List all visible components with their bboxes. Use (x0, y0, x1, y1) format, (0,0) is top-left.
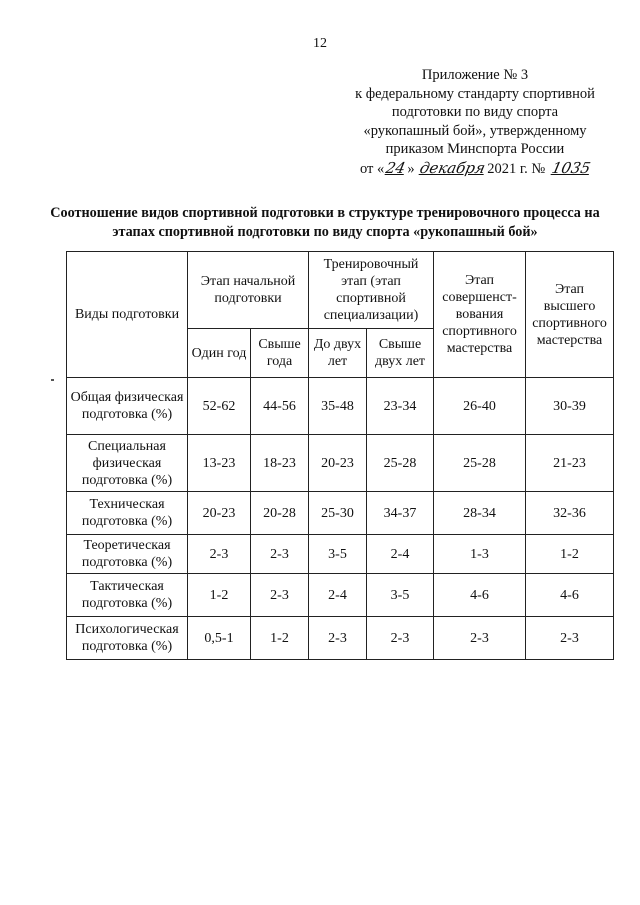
table-cell: 30-39 (526, 378, 614, 435)
date-prefix: от « (359, 160, 385, 177)
header-stage-training: Тренировочный этап (этап спортивной специализации) (309, 252, 434, 329)
appendix-line-5: приказом Минспорта России (385, 141, 565, 157)
table-cell: 28-34 (434, 492, 526, 535)
table-cell: 2-3 (526, 617, 614, 660)
row-label: Специальная физическая подготовка (%) (67, 435, 188, 492)
date-mid: » (407, 160, 415, 177)
document-title: Соотношение видов спортивной подготовки в структуре тренировочного процесса на этапах спортивной подготовки по виду спорта «рукопашный бой» (50, 205, 600, 240)
table-cell: 25-28 (367, 435, 434, 492)
row-label: Теоретическая подготовка (%) (67, 535, 188, 574)
row-label: Психологическая подготовка (%) (67, 617, 188, 660)
table-cell: 2-3 (309, 617, 367, 660)
header-stage-higher: Этап высшего спортивного мастерства (526, 252, 614, 378)
table-cell: 1-2 (251, 617, 309, 660)
handwritten-day: 24 (384, 158, 408, 177)
training-ratio-table (66, 251, 614, 660)
header-stage-initial: Этап начальной подготовки (188, 252, 309, 329)
order-date-line (340, 159, 610, 179)
appendix-line-3: подготовки по виду спорта (391, 104, 559, 120)
table-cell: 52-62 (188, 378, 251, 435)
table-cell: 1-2 (188, 574, 251, 617)
table-cell: 1-2 (526, 535, 614, 574)
subheader-cell: До двух лет (309, 329, 367, 378)
table-row (67, 617, 614, 660)
appendix-line-4: «рукопашный бой», утвержденному (363, 122, 587, 139)
table-cell: 2-4 (367, 535, 434, 574)
table-row (67, 492, 614, 535)
page-number: 12 (313, 36, 327, 51)
table-cell: 2-4 (309, 574, 367, 617)
handwritten-month: декабря (418, 158, 488, 177)
table-cell: 18-23 (251, 435, 309, 492)
appendix-line-2: к федеральному стандарту спортивной (355, 85, 595, 102)
table-cell: 3-5 (309, 535, 367, 574)
table-cell: 1-3 (434, 535, 526, 574)
table-cell: 35-48 (309, 378, 367, 435)
table-row (67, 535, 614, 574)
table-cell: 44-56 (251, 378, 309, 435)
table-cell: 2-3 (251, 574, 309, 617)
table-cell: 32-36 (526, 492, 614, 535)
table-cell: 20-23 (188, 492, 251, 535)
handwritten-order-number: 1035 (549, 158, 592, 177)
table-cell: 2-3 (367, 617, 434, 660)
table-cell: 13-23 (188, 435, 251, 492)
header-stage-perfection: Этап совершенст-вования спортивного мастерства (434, 252, 526, 378)
table-cell: 21-23 (526, 435, 614, 492)
table-cell: 0,5-1 (188, 617, 251, 660)
table-cell: 4-6 (434, 574, 526, 617)
table-cell: 20-28 (251, 492, 309, 535)
table-row (67, 435, 614, 492)
table-cell: 2-3 (188, 535, 251, 574)
table-row (67, 574, 614, 617)
table-cell: 4-6 (526, 574, 614, 617)
subheader-cell: Свыше двух лет (367, 329, 434, 378)
table-row (67, 378, 614, 435)
table-cell: 2-3 (434, 617, 526, 660)
subheader-cell: Один год (188, 329, 251, 378)
row-label: Техническая подготовка (%) (67, 492, 188, 535)
table-header-row (67, 252, 614, 329)
appendix-line-1: Приложение № 3 (421, 67, 529, 83)
table-cell: 23-34 (367, 378, 434, 435)
date-year: 2021 г. № (487, 160, 546, 177)
subheader-cell: Свыше года (251, 329, 309, 378)
table-cell: 26-40 (434, 378, 526, 435)
table-cell: 25-28 (434, 435, 526, 492)
row-label: Тактическая подготовка (%) (67, 574, 188, 617)
header-types: Виды подготовки (67, 252, 188, 378)
table-cell: 2-3 (251, 535, 309, 574)
table-cell: 25-30 (309, 492, 367, 535)
appendix-header (340, 66, 610, 178)
table-cell: 20-23 (309, 435, 367, 492)
scan-speck (51, 379, 54, 381)
row-label: Общая физическая подготовка (%) (67, 378, 188, 435)
table-cell: 34-37 (367, 492, 434, 535)
table-cell: 3-5 (367, 574, 434, 617)
